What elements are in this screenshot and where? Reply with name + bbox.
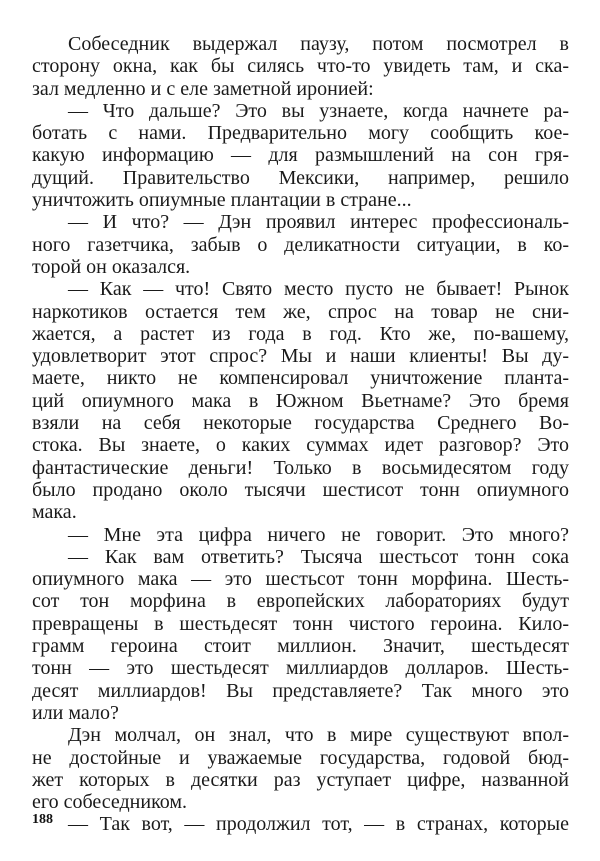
text-line: какую информацию — для размышлений на сон гря- bbox=[32, 144, 569, 167]
text-line: дущий. Правительство Мексики, например, решило bbox=[32, 166, 569, 189]
text-line: жет которых в десятки раз уступает цифре, названной bbox=[32, 768, 569, 791]
text-line: зал медленно и с еле заметной иронией: bbox=[32, 77, 374, 100]
text-line: или мало? bbox=[32, 701, 119, 724]
text-line: — Как вам ответить? Тысяча шестьсот тонн сока bbox=[68, 545, 569, 568]
text-line: — Мне эта цифра ничего не говорит. Это много? bbox=[68, 523, 569, 546]
text-line: наркотиков остается тем же, спрос на товар не сни- bbox=[32, 300, 569, 323]
text-line: ботать с нами. Предварительно могу сообщить кое- bbox=[32, 122, 569, 145]
text-line: десят миллиардов! Вы представляете? Так много это bbox=[32, 679, 569, 702]
text-line: мака. bbox=[32, 501, 77, 524]
text-line: жается, а растет из года в год. Кто же, по-вашему, bbox=[32, 322, 569, 345]
text-line: ций опиумного мака в Южном Вьетнаме? Это бремя bbox=[32, 389, 569, 412]
text-line: превращены в шестьдесят тонн чистого героина. Кило- bbox=[32, 612, 569, 635]
text-line: было продано около тысячи шестисот тонн опиумного bbox=[32, 478, 569, 501]
text-line: ного газетчика, забыв о деликатности ситуации, в ко- bbox=[32, 233, 569, 256]
text-line: уничтожить опиумные плантации в стране... bbox=[32, 189, 412, 212]
text-line: не достойные и уважаемые государства, годовой бюд- bbox=[32, 746, 569, 769]
text-line: опиумного мака — это шестьсот тонн морфина. Шесть- bbox=[32, 568, 569, 591]
text-line: Собеседник выдержал паузу, потом посмотрел в bbox=[68, 33, 569, 55]
text-line: стока. Вы знаете, о каких суммах идет разговор? Это bbox=[32, 434, 569, 457]
text-line: удовлетворит этот спрос? Мы и наши клиенты! Вы ду- bbox=[32, 345, 569, 368]
text-line: Дэн молчал, он знал, что в мире существуют впол- bbox=[68, 724, 569, 747]
page-body bbox=[32, 33, 569, 836]
text-line: маете, никто не компенсировал уничтожение планта- bbox=[32, 367, 569, 390]
text-line: — Так вот, — продолжил тот, — в странах, которые bbox=[68, 813, 569, 836]
text-line: — И что? — Дэн проявил интерес профессиональ- bbox=[68, 211, 569, 234]
text-line: сот тон морфина в европейских лабораториях будут bbox=[32, 590, 569, 613]
text-line: фантастические деньги! Только в восьмидесятом году bbox=[32, 456, 569, 479]
page-number: 188 bbox=[32, 812, 53, 827]
text-line: сторону окна, как бы силясь что-то увидеть там, и ска- bbox=[32, 55, 569, 78]
text-line: грамм героина стоит миллион. Значит, шестьдесят bbox=[32, 635, 569, 658]
text-line: его собеседником. bbox=[32, 791, 188, 814]
text-line: взяли на себя некоторые государства Среднего Во- bbox=[32, 412, 569, 435]
text-line: торой он оказался. bbox=[32, 255, 191, 278]
text-line: — Что дальше? Это вы узнаете, когда начнете ра- bbox=[68, 99, 569, 122]
text-line: тонн — это шестьдесят миллиардов долларов. Шесть- bbox=[32, 657, 569, 680]
text-line: — Как — что! Свято место пусто не бывает! Рынок bbox=[68, 278, 569, 301]
